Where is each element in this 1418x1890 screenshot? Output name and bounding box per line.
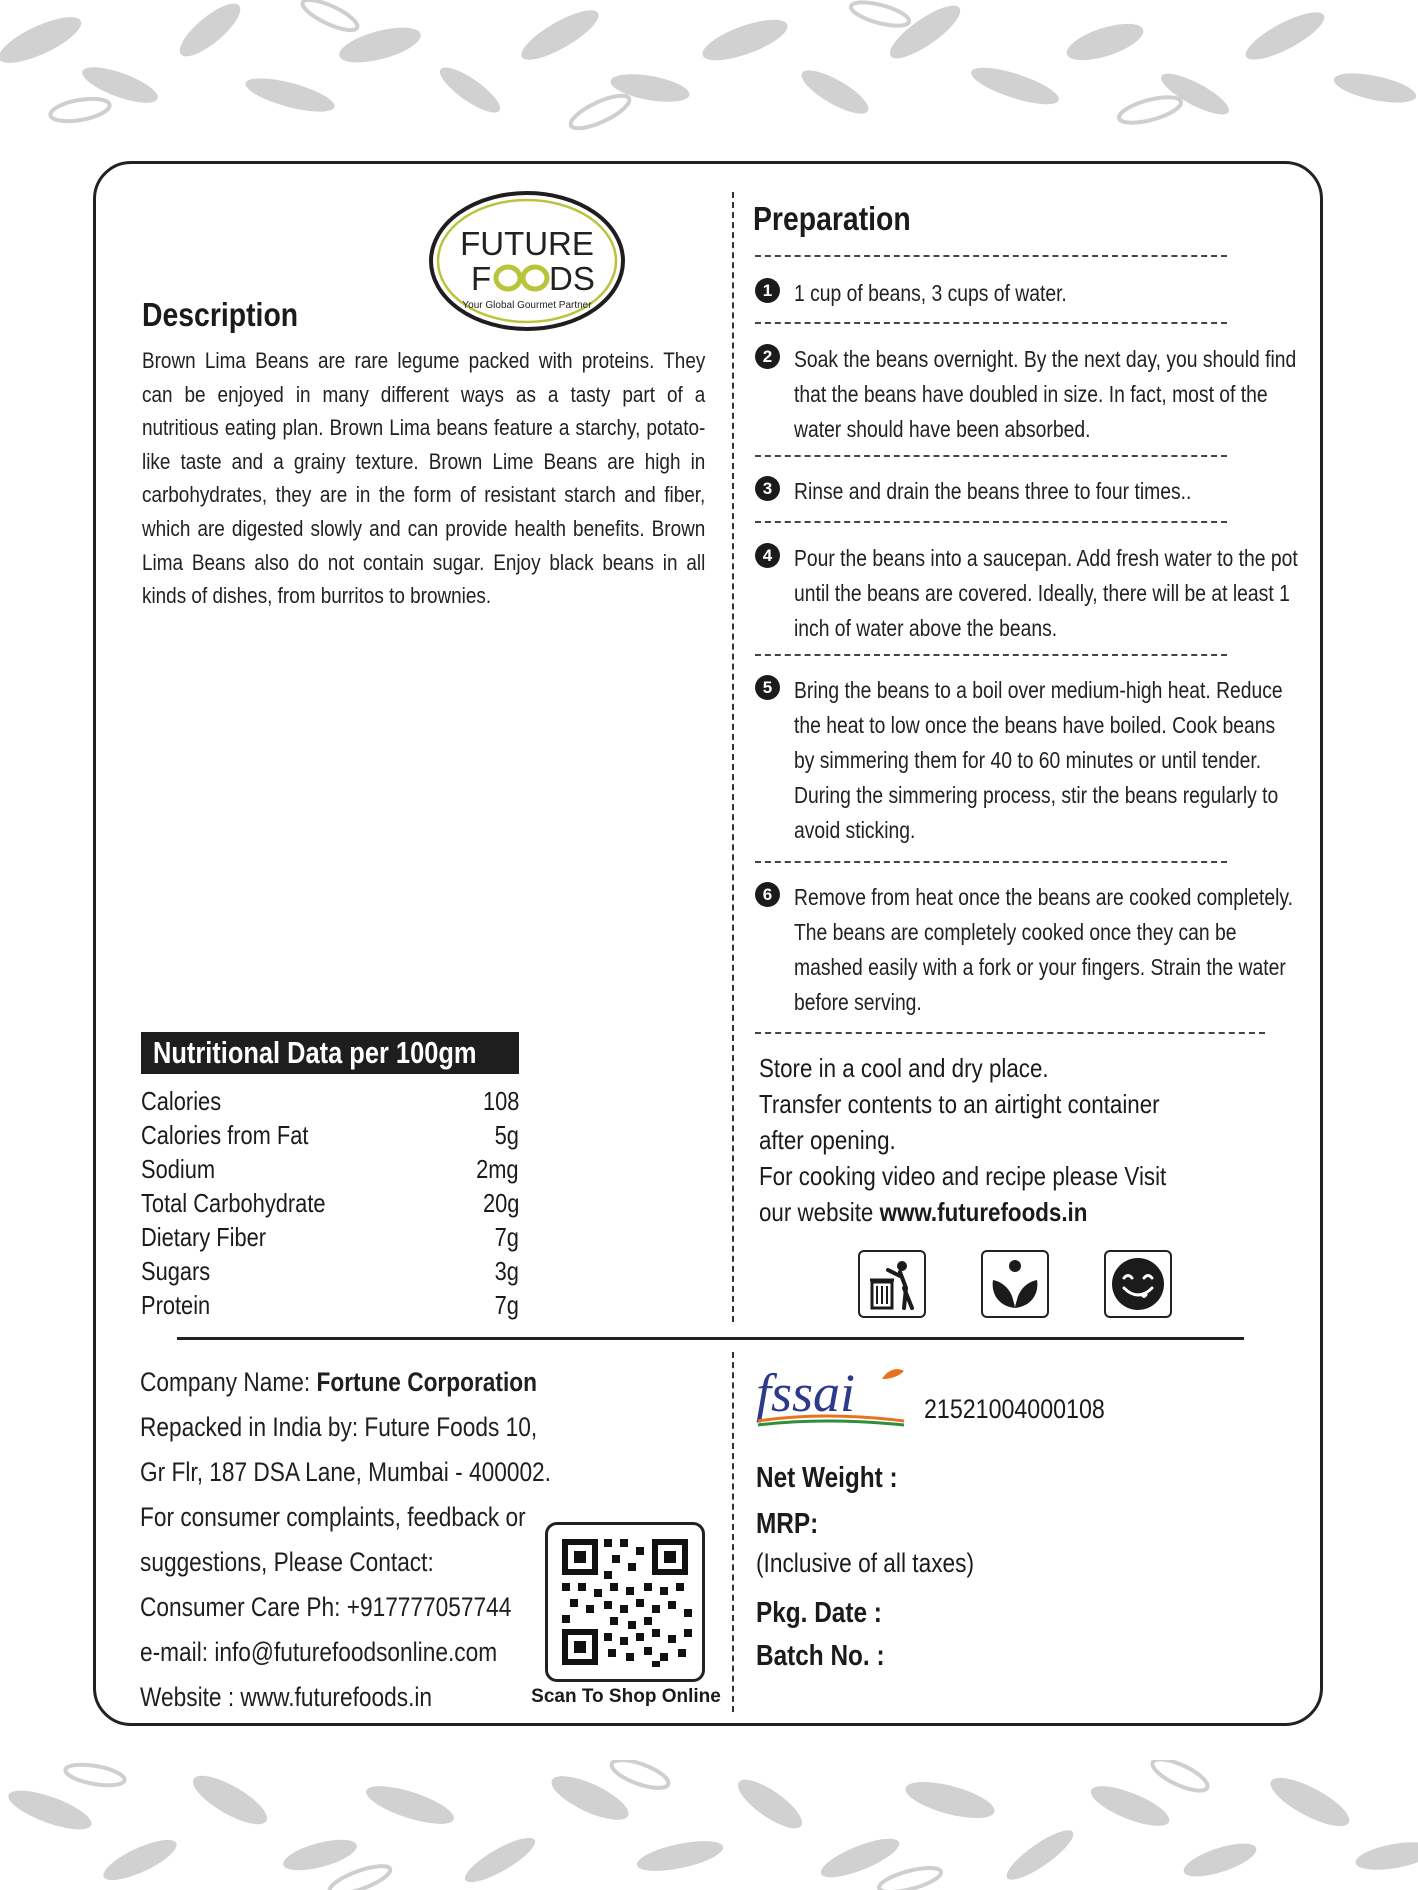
mrp-note: (Inclusive of all taxes) xyxy=(756,1548,975,1578)
separator xyxy=(755,521,1227,523)
separator xyxy=(755,322,1227,324)
column-divider-lower xyxy=(732,1352,734,1712)
tasty-smiley-icon xyxy=(1104,1250,1172,1318)
top-pattern-band xyxy=(0,0,1418,130)
separator xyxy=(755,455,1227,457)
column-divider xyxy=(732,192,734,1322)
nutrition-row: Protein 7g xyxy=(141,1290,519,1320)
separator xyxy=(755,1032,1265,1034)
contact-email[interactable]: e-mail: info@futurefoodsonline.com xyxy=(140,1637,498,1667)
description-title: Description xyxy=(142,296,299,333)
storage-instructions: Store in a cool and dry place. Transfer contents to an airtight container after opening. For cooking video and recipe please Visit our website www.futurefoods.in xyxy=(759,1053,1167,1227)
step-text: Bring the beans to a boil over medium-high heat. Reduce the heat to low once the beans have boiled. Cook beans by simmering them for 40 to 60 minutes or until tender. During the simmering process, stir the beans regularly to avoid sticking. xyxy=(794,677,1283,843)
mrp-label: MRP: xyxy=(756,1508,819,1540)
step-text: Soak the beans overnight. By the next day, you should find that the beans have doubled in size. In fact, most of the water should have been absorbed. xyxy=(794,346,1297,442)
separator xyxy=(755,654,1227,656)
nutrition-row: Sodium 2mg xyxy=(141,1154,519,1184)
step-number: 2 xyxy=(755,344,780,369)
company-info: Company Name: Fortune Corporation Repacked in India by: Future Foods 10, Gr Flr, 187 DSA Lane, Mumbai - 400002. For consumer complaints, feedback or suggestions, Please Contact: Consumer Care Ph: +917777057744 e-mail: info@futurefoodsonline.com Website : www.futurefoods.in xyxy=(140,1360,610,1720)
svg-text:fssai: fssai xyxy=(756,1365,856,1423)
net-weight-label: Net Weight : xyxy=(756,1462,898,1494)
company-website[interactable]: Website : www.futurefoods.in xyxy=(140,1682,433,1712)
step-text: 1 cup of beans, 3 cups of water. xyxy=(794,280,1067,306)
svg-text:FUTURE: FUTURE xyxy=(460,225,594,262)
step-text: Remove from heat once the beans are cooked completely. The beans are completely cooked once they can be mashed easily with a fork or your fingers. Strain the water before serving. xyxy=(794,884,1294,1015)
separator xyxy=(755,255,1227,257)
step-text: Pour the beans into a saucepan. Add fresh water to the pot until the beans are covered. Ideally, there will be at least 1 inch of water above the beans. xyxy=(794,545,1298,641)
step-number: 5 xyxy=(755,675,780,700)
qr-code-icon xyxy=(548,1525,702,1679)
nutrition-row: Calories 108 xyxy=(141,1086,519,1116)
batch-number-label: Batch No. : xyxy=(756,1640,885,1672)
svg-text:F: F xyxy=(471,260,492,297)
vegetarian-leaf-icon xyxy=(981,1250,1049,1318)
nutrition-row: Dietary Fiber 7g xyxy=(141,1222,519,1252)
bottom-pattern-band xyxy=(0,1760,1418,1890)
qr-caption: Scan To Shop Online xyxy=(531,1686,721,1707)
step-number: 6 xyxy=(755,882,780,907)
nutrition-row: Sugars 3g xyxy=(141,1256,519,1286)
svg-text:Your Global Gourmet Partner: Your Global Gourmet Partner xyxy=(462,300,592,311)
step-text: Rinse and drain the beans three to four times.. xyxy=(794,478,1192,504)
qr-code[interactable] xyxy=(545,1522,705,1682)
consumer-care-phone[interactable]: Consumer Care Ph: +917777057744 xyxy=(140,1592,512,1622)
fssai-license-number: 21521004000108 xyxy=(924,1394,1105,1424)
pkg-date-label: Pkg. Date : xyxy=(756,1597,882,1629)
step-number: 3 xyxy=(755,476,780,501)
dispose-bin-icon xyxy=(858,1250,926,1318)
description-text: Brown Lima Beans are rare legume packed with proteins. They can be enjoyed in many different ways as a tasty part of a nutritious eating plan. Brown Lima beans feature a starchy, potato-like taste and a grainy texture. Brown Lime Beans are high in carbohydrates, they are in the form of resistant starch and fiber, which are digested slowly and can provide health benefits. Brown Lima Beans also do not contain sugar. Enjoy black beans in all kinds of dishes, from burritos to brownies. xyxy=(142,348,706,609)
nutrition-row: Total Carbohydrate 20g xyxy=(141,1188,519,1218)
step-number: 4 xyxy=(755,543,780,568)
svg-text:DS: DS xyxy=(549,260,595,297)
company-name: Fortune Corporation xyxy=(316,1367,537,1397)
fssai-logo xyxy=(754,1365,914,1431)
future-foods-logo xyxy=(428,190,626,332)
bean-pattern-bottom xyxy=(0,1760,1418,1890)
preparation-title: Preparation xyxy=(753,200,911,237)
section-divider xyxy=(177,1337,1244,1340)
nutrition-title: Nutritional Data per 100gm xyxy=(141,1032,519,1074)
bean-pattern-top xyxy=(0,0,1418,130)
nutrition-row: Calories from Fat 5g xyxy=(141,1120,519,1150)
step-number: 1 xyxy=(755,278,780,303)
separator xyxy=(755,861,1227,863)
website-link[interactable]: www.futurefoods.in xyxy=(879,1197,1088,1227)
